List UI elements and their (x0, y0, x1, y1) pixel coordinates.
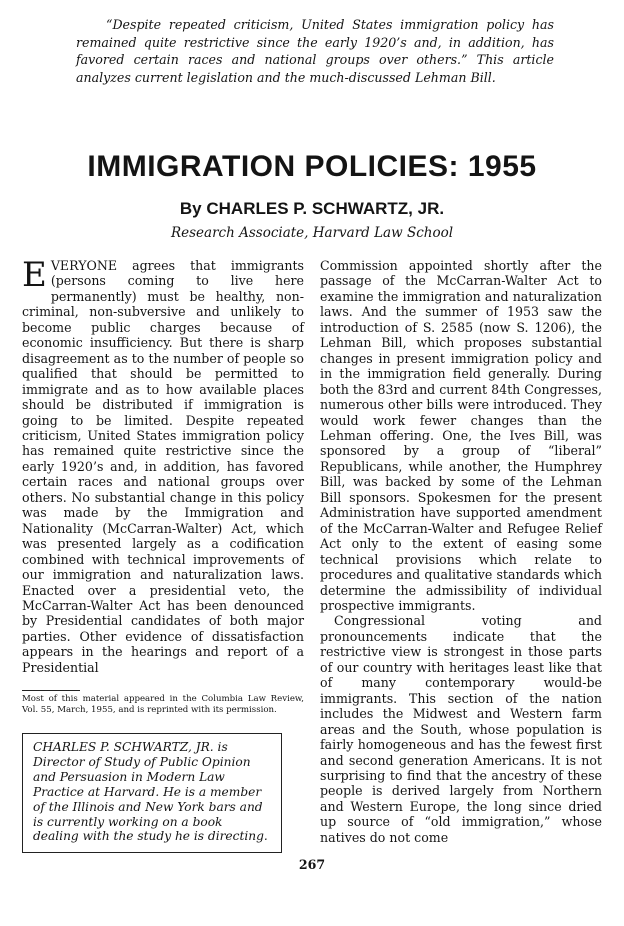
left-column (22, 255, 304, 675)
abstract: “Despite repeated criticism, United States immigration policy has remained quite restrictive since the early 1920’s and, in addition, has favored certain races and national groups over others.” This article analyzes current legislation and the much-discussed Lehman Bill. (76, 17, 554, 85)
body-paragraph: Commission appointed shortly after the passage of the McCarran-Walter Act to examine the immigration and naturalization laws. And the summer of 1953 saw the introduction of S. 2585 (now S. 1206), the Lehman Bill, which proposes substantial changes in present immigration policy and in the immigration field generally. During both the 83rd and current 84th Congresses, numerous other bills were introduced. They would work fewer changes than the Lehman offering. One, the Ives Bill, was sponsored by a group of “liberal” Republicans, while another, the Humphrey Bill, was backed by some of the Lehman Bill sponsors. Spokesmen for the present Administration have supported amendment of the McCarran-Walter and Refugee Relief Act only to the extent of easing some technical provisions which relate to procedures and qualitative standards which determine the admissibility of individual prospective immigrants. (320, 258, 602, 613)
page-number: 267 (298, 857, 326, 872)
author-byline: By CHARLES P. SCHWARTZ, JR. (179, 199, 445, 218)
author-affiliation: Research Associate, Harvard Law School (170, 225, 454, 241)
drop-cap: E (22, 255, 47, 295)
body-paragraph (22, 255, 304, 675)
footnote: Most of this material appeared in the Columbia Law Review, Vol. 55, March, 1955, and is reprinted with its permission. (22, 694, 304, 715)
author-bio-box: CHARLES P. SCHWARTZ, JR. is Director of Study of Public Opinion and Persuasion in Modern Law Practice at Harvard. He is a member of the Illinois and New York bars and is currently working on a book dealing with the study he is directing. (22, 733, 282, 853)
body-paragraph-text: VERYONE agrees that immigrants (persons coming to live here permanently) must be healthy, non-criminal, non-subversive and unlikely to become public charges because of economic insufficiency. But there is sharp disagreement as to the number of people so qualified that should be permitted to immigrate and as to how available places should be distributed if immigration is going to be limited. Despite repeated criticism, United States immigration policy has remained quite restrictive since the early 1920’s and, in addition, has favored certain races and national groups over others. No substantial change in this policy was made by the Immigration and Nationality (McCarran-Walter) Act, which was presented largely as a codification combined with technical improvements of our immigration and naturalization laws. Enacted over a presidential veto, the McCarran-Walter Act has been denounced by Presidential candidates of both major parties. Other evidence of dissatisfaction appears in the hearings and report of a Presidential (22, 258, 304, 675)
right-column (320, 258, 602, 845)
article-title: IMMIGRATION POLICIES: 1955 (87, 150, 537, 183)
body-paragraph: Congressional voting and pronouncements indicate that the restrictive view is strongest in those parts of our country with heritages least like that of many contemporary would-be immigrants. This section of the nation includes the Midwest and Western farm areas and the South, whose population is fairly homogeneous and has the fewest first and second generation Americans. It is not surprising to find that the ancestry of these people is derived largely from Northern and Western Europe, the long since dried up source of “old immigration,” whose natives do not come (320, 613, 602, 845)
footnote-rule (22, 690, 80, 691)
